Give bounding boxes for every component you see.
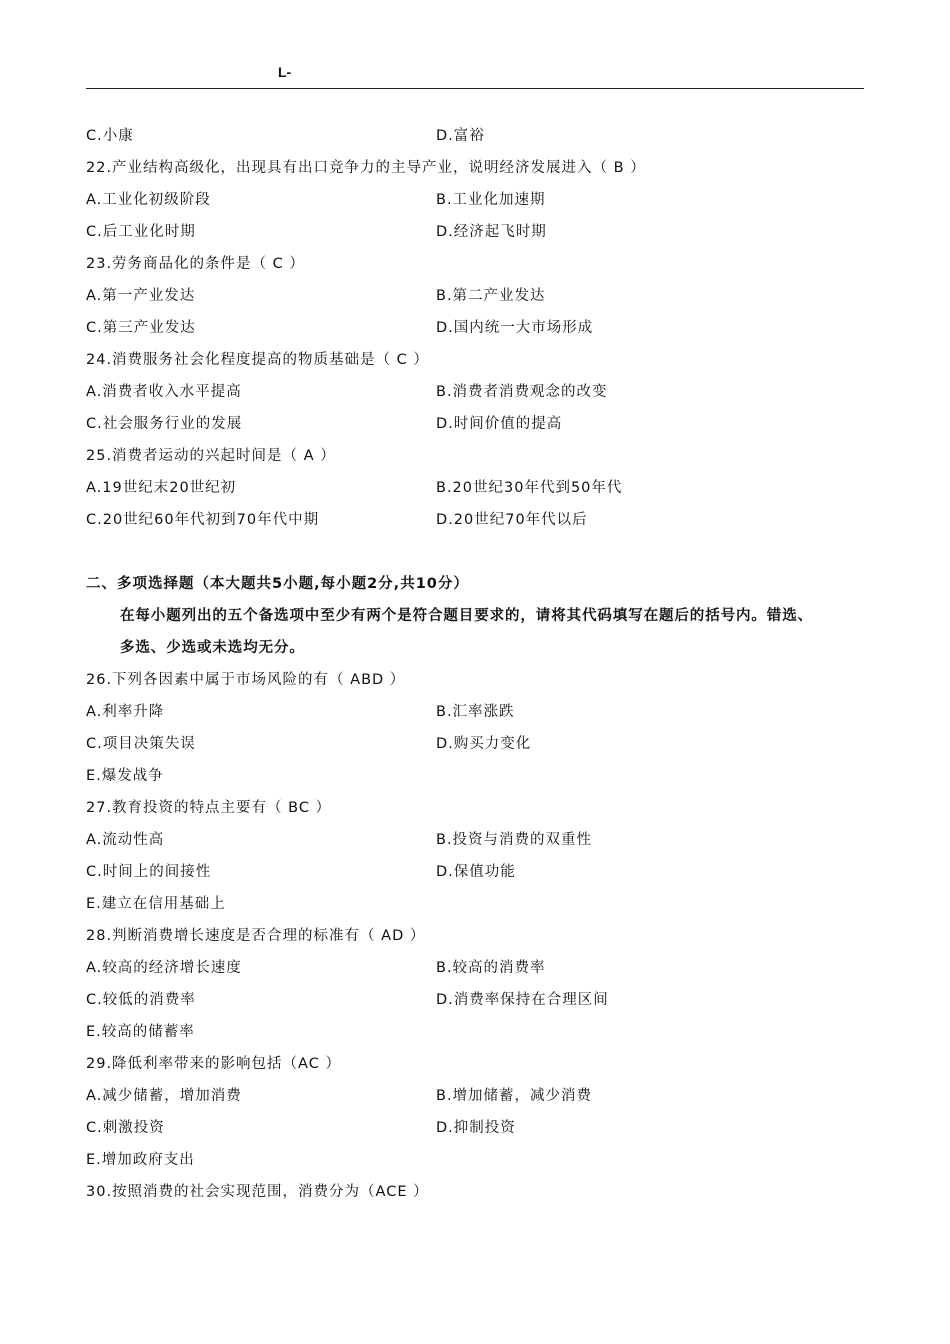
- q26-options-ab: [86, 696, 866, 728]
- q27-option-e: E.建立在信用基础上: [86, 896, 226, 912]
- q23-option-c: C.第三产业发达: [86, 320, 196, 336]
- q27-options-cd: [86, 856, 866, 888]
- q24-option-b: B.消费者消费观念的改变: [436, 384, 608, 400]
- section-2-instruction-line-1: 在每小题列出的五个备选项中至少有两个是符合题目要求的，请将其代码填写在题后的括号内。错选、: [120, 608, 813, 624]
- q28-option-a: A.较高的经济增长速度: [86, 960, 242, 976]
- q26-stem: 26.下列各因素中属于市场风险的有（ ABD ）: [86, 672, 406, 688]
- q28-options-cd: [86, 984, 866, 1016]
- q26-options-cd: [86, 728, 866, 760]
- q27-option-c: C.时间上的间接性: [86, 864, 212, 880]
- q26-option-a: A.利率升降: [86, 704, 165, 720]
- q26-option-c: C.项目决策失误: [86, 736, 196, 752]
- q25-option-d: D.20世纪70年代以后: [436, 512, 588, 528]
- q28-option-e: E.较高的储蓄率: [86, 1024, 195, 1040]
- q28-option-c: C.较低的消费率: [86, 992, 196, 1008]
- q29-options-cd: [86, 1112, 866, 1144]
- q27-stem: 27.教育投资的特点主要有（ BC ）: [86, 800, 332, 816]
- q24-stem: 24.消费服务社会化程度提高的物质基础是（ C ）: [86, 352, 429, 368]
- q29-option-b: B.增加储蓄，减少消费: [436, 1088, 593, 1104]
- q25-option-c: C.20世纪60年代初到70年代中期: [86, 512, 320, 528]
- q23-stem: 23.劳务商品化的条件是（ C ）: [86, 256, 305, 272]
- section-2-instruction-line-2: 多选、少选或未选均无分。: [120, 640, 305, 656]
- q24-option-d: D.时间价值的提高: [436, 416, 563, 432]
- q21-options-cd: [86, 120, 866, 152]
- q25-options-cd: [86, 504, 866, 536]
- q25-stem: 25.消费者运动的兴起时间是（ A ）: [86, 448, 336, 464]
- q24-option-a: A.消费者收入水平提高: [86, 384, 242, 400]
- q22-stem: 22.产业结构高级化，出现具有出口竞争力的主导产业，说明经济发展进入（ B ）: [86, 160, 646, 176]
- q23-option-a: A.第一产业发达: [86, 288, 196, 304]
- section-2-title: 二、多项选择题（本大题共5小题,每小题2分,共10分）: [86, 576, 469, 592]
- q29-option-c: C.刺激投资: [86, 1120, 165, 1136]
- q27-option-a: A.流动性高: [86, 832, 165, 848]
- q26-option-d: D.购买力变化: [436, 736, 532, 752]
- header-rule: [86, 88, 864, 89]
- q22-option-a: A.工业化初级阶段: [86, 192, 211, 208]
- q23-option-b: B.第二产业发达: [436, 288, 546, 304]
- q22-option-c: C.后工业化时期: [86, 224, 196, 240]
- q22-option-b: B.工业化加速期: [436, 192, 546, 208]
- q28-options-ab: [86, 952, 866, 984]
- q24-options-ab: [86, 376, 866, 408]
- q28-option-d: D.消费率保持在合理区间: [436, 992, 609, 1008]
- q30-stem: 30.按照消费的社会实现范围，消费分为（ACE ）: [86, 1184, 429, 1200]
- q25-options-ab: [86, 472, 866, 504]
- q24-option-c: C.社会服务行业的发展: [86, 416, 243, 432]
- q26-option-b: B.汇率涨跌: [436, 704, 515, 720]
- q25-option-b: B.20世纪30年代到50年代: [436, 480, 623, 496]
- q29-options-ab: [86, 1080, 866, 1112]
- q27-option-b: B.投资与消费的双重性: [436, 832, 593, 848]
- q24-options-cd: [86, 408, 866, 440]
- q21-option-d: D.富裕: [436, 128, 485, 144]
- q27-option-d: D.保值功能: [436, 864, 516, 880]
- q27-options-ab: [86, 824, 866, 856]
- q28-option-b: B.较高的消费率: [436, 960, 546, 976]
- q29-option-e: E.增加政府支出: [86, 1152, 195, 1168]
- q29-option-d: D.抑制投资: [436, 1120, 516, 1136]
- q21-option-c: C.小康: [86, 128, 134, 144]
- q22-options-ab: [86, 184, 866, 216]
- section-gap: [86, 536, 866, 568]
- header-mark: L-: [278, 64, 292, 80]
- q22-options-cd: [86, 216, 866, 248]
- q23-options-cd: [86, 312, 866, 344]
- q28-stem: 28.判断消费增长速度是否合理的标准有（ AD ）: [86, 928, 426, 944]
- q22-option-d: D.经济起飞时期: [436, 224, 547, 240]
- q26-option-e: E.爆发战争: [86, 768, 164, 784]
- q29-stem: 29.降低利率带来的影响包括（AC ）: [86, 1056, 341, 1072]
- document-body: [86, 120, 866, 1208]
- q25-option-a: A.19世纪末20世纪初: [86, 480, 237, 496]
- q23-option-d: D.国内统一大市场形成: [436, 320, 594, 336]
- q29-option-a: A.减少储蓄，增加消费: [86, 1088, 242, 1104]
- q23-options-ab: [86, 280, 866, 312]
